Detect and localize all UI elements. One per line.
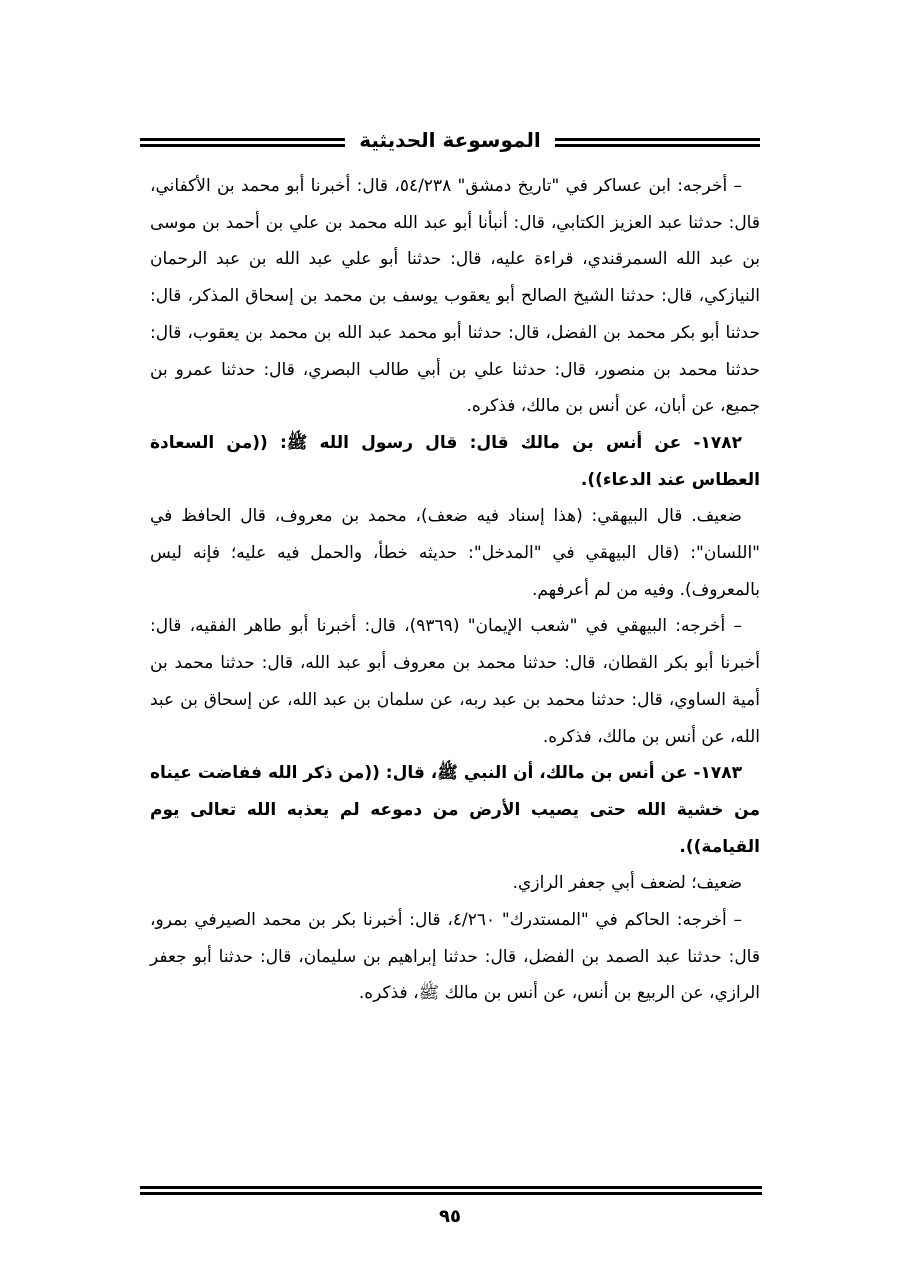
paragraph-takhrij-ibn-asakir: – أخرجه: ابن عساكر في "تاريخ دمشق" ٥٤/٢٣٨، قال: أخبرنا أبو محمد بن الأكفاني، قال: حدثنا عبد العزيز الكتابي، قال: أنبأنا أبو عبد الله محمد بن علي بن أحمد بن موسى بن عبد الله السمرقندي، قراءة عليه، قال: حدثنا أبو علي عبد الله بن عبد الرحمان النيازكي، قال: حدثنا الشيخ الصالح أبو يعقوب يوسف بن محمد بن إسحاق المذكر، قال: حدثنا أبو بكر محمد بن الفضل، قال: حدثنا أبو محمد عبد الله بن محمد بن يعقوب، قال: حدثنا محمد بن منصور، قال: حدثنا علي بن أبي طالب البصري، قال: حدثنا عمرو بن جميع، عن أبان، عن أنس بن مالك، فذكره. bbox=[150, 176, 760, 417]
footer-rule-bottom bbox=[140, 1192, 762, 1195]
paragraph-takhrij-hakim: – أخرجه: الحاكم في "المستدرك" ٤/٢٦٠، قال: أخبرنا بكر بن محمد الصيرفي بمرو، قال: حدثنا عبد الصمد بن الفضل، قال: حدثنا إبراهيم بن سليمان، قال: حدثنا أبو جعفر الرازي، عن الربيع بن أنس، عن أنس بن مالك ﷺ، فذكره. bbox=[150, 910, 760, 1004]
hadith-1782: ١٧٨٢- عن أنس بن مالك قال: قال رسول الله ﷺ: ((من السعادة العطاس عند الدعاء)). bbox=[150, 432, 760, 490]
paragraph-takhrij-bayhaqi: – أخرجه: البيهقي في "شعب الإيمان" (٩٣٦٩)، قال: أخبرنا أبو طاهر الفقيه، قال: أخبرنا أبو بكر القطان، قال: حدثنا محمد بن معروف أبو عبد الله، قال: حدثنا محمد بن أمية الساوي، قال: حدثنا محمد بن عبد ربه، عن سلمان بن عبد الله، عن إسحاق بن عبد الله، عن أنس بن مالك، فذكره. bbox=[150, 616, 760, 747]
hadith-1783: ١٧٨٣- عن أنس بن مالك، أن النبي ﷺ، قال: ((من ذكر الله ففاضت عيناه من خشية الله حتى يصيب الأرض من دموعه لم يعذبه الله تعالى يوم القيامة)). bbox=[150, 763, 760, 857]
footer-rule-top bbox=[140, 1186, 762, 1189]
header-title-wrap bbox=[140, 122, 760, 158]
page-body bbox=[150, 168, 760, 1012]
footer-rules bbox=[140, 1186, 762, 1198]
page-header bbox=[140, 120, 760, 160]
page-number: ٩٥ bbox=[439, 1206, 461, 1227]
grading-1782: ضعيف. قال البيهقي: (هذا إسناد فيه ضعف)، محمد بن معروف، قال الحافظ في "اللسان": (قال البيهقي في "المدخل": حديثه خطأ، والحمل فيه عليه؛ فإنه ليس بالمعروف). وفيه من لم أعرفهم. bbox=[150, 506, 760, 600]
grading-1783: ضعيف؛ لضعف أبي جعفر الرازي. bbox=[512, 873, 742, 894]
header-title: الموسوعة الحديثية bbox=[345, 128, 555, 152]
